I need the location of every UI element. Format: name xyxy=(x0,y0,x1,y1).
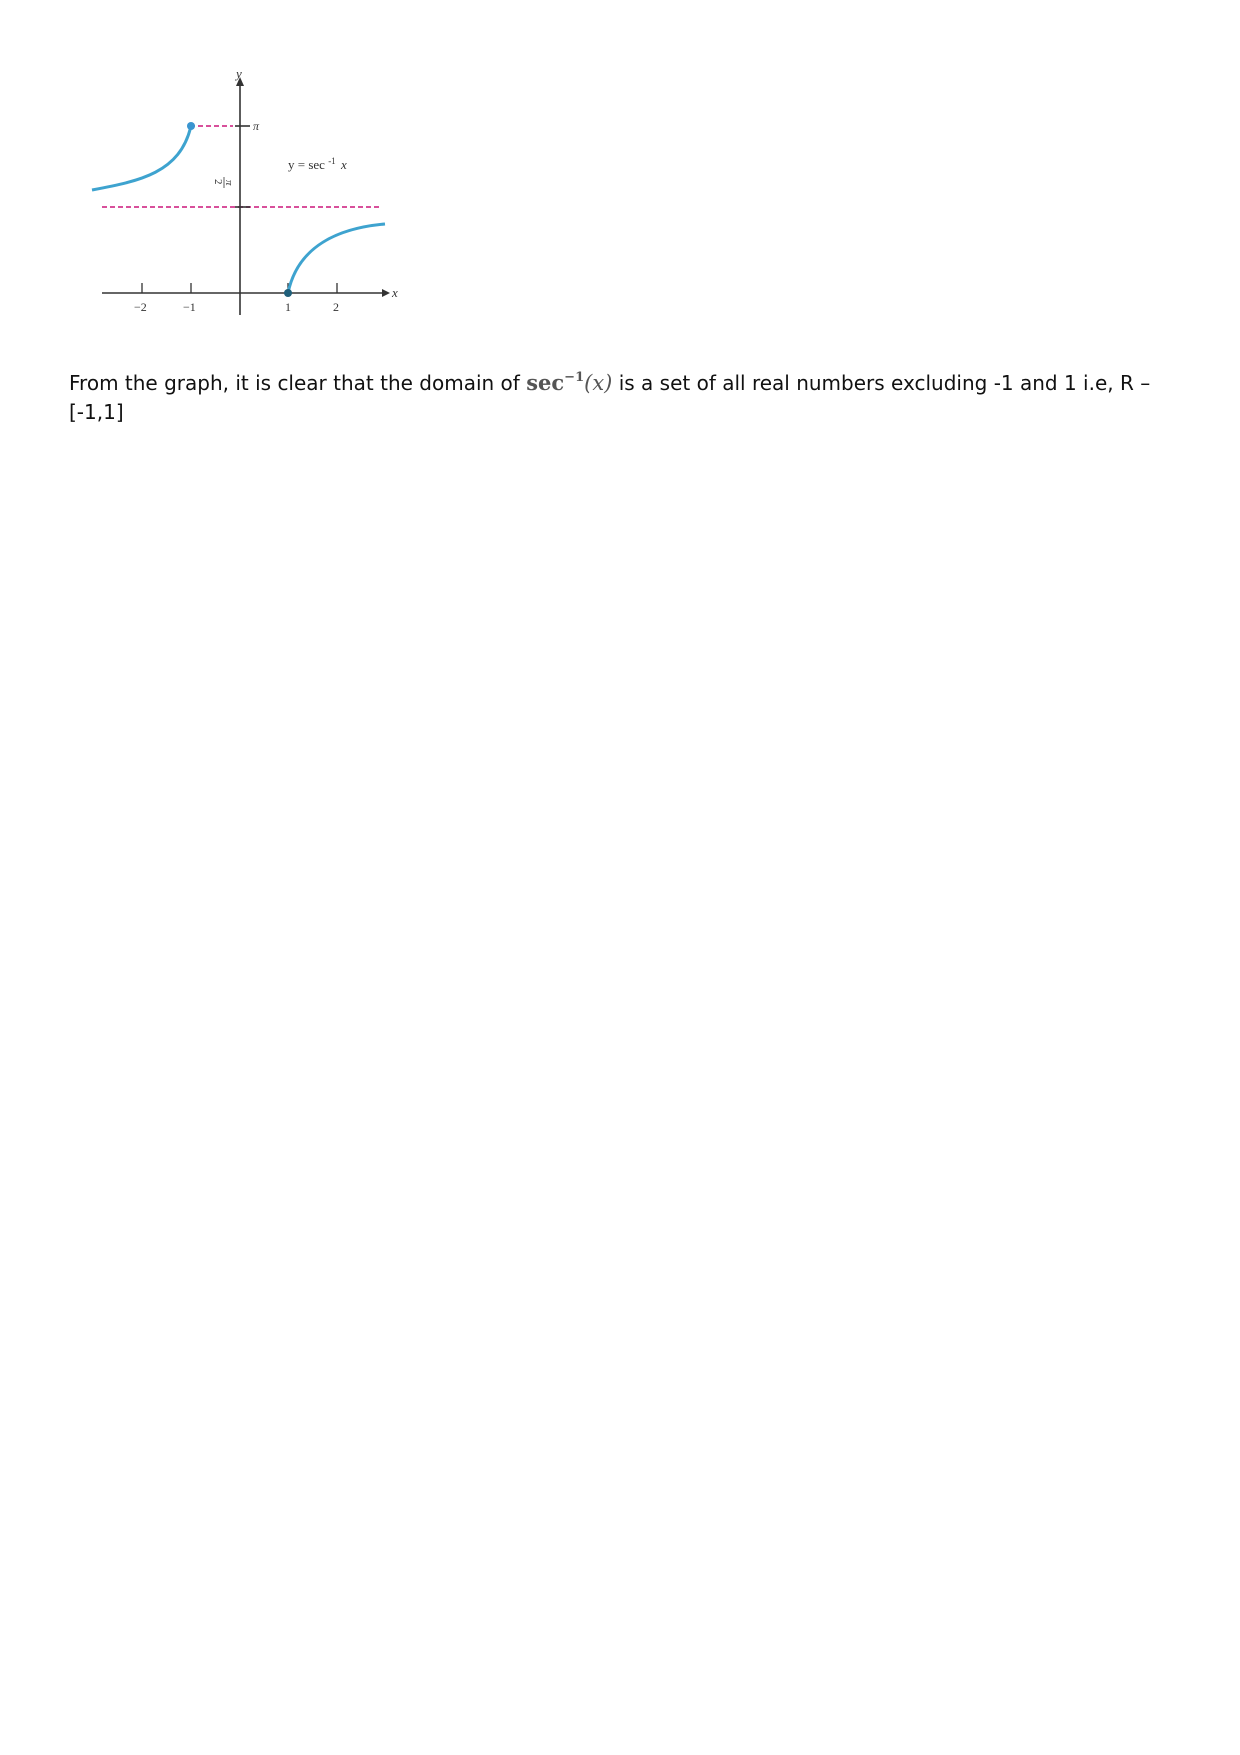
half-pi-denominator: 2 xyxy=(212,179,224,185)
endpoint-1-0 xyxy=(284,289,292,297)
y-axis-label: y xyxy=(236,66,242,81)
pi-tick-label: π xyxy=(253,119,260,133)
x-axis-arrow xyxy=(382,289,390,297)
function-label-var: x xyxy=(340,157,347,172)
x-tick-label-neg2: −2 xyxy=(134,300,147,314)
half-pi-numerator: π xyxy=(223,180,235,186)
x-tick-label-neg1: −1 xyxy=(183,300,196,314)
math-function-name: sec xyxy=(526,370,565,395)
curve-right-branch xyxy=(288,224,385,293)
endpoint-neg1-pi xyxy=(187,122,195,130)
x-axis-label: x xyxy=(392,285,398,300)
math-argument: (x) xyxy=(584,371,613,395)
function-label-sup: -1 xyxy=(328,156,336,166)
inverse-secant-graph xyxy=(90,55,410,315)
function-label xyxy=(288,152,347,172)
paragraph-text-after: is a set of all real numbers excluding -1 and 1 i.e, R – [-1,1] xyxy=(69,371,1151,424)
domain-explanation-paragraph xyxy=(69,363,1169,427)
curve-left-branch xyxy=(92,126,191,190)
x-tick-label-1: 1 xyxy=(285,300,291,314)
math-exponent: −1 xyxy=(564,370,585,385)
function-label-prefix: y = sec xyxy=(288,157,325,172)
half-pi-tick-label xyxy=(212,177,235,188)
paragraph-text-before: From the graph, it is clear that the domain of xyxy=(69,371,527,395)
inverse-secant-expression xyxy=(526,371,612,395)
x-tick-label-2: 2 xyxy=(333,300,339,314)
